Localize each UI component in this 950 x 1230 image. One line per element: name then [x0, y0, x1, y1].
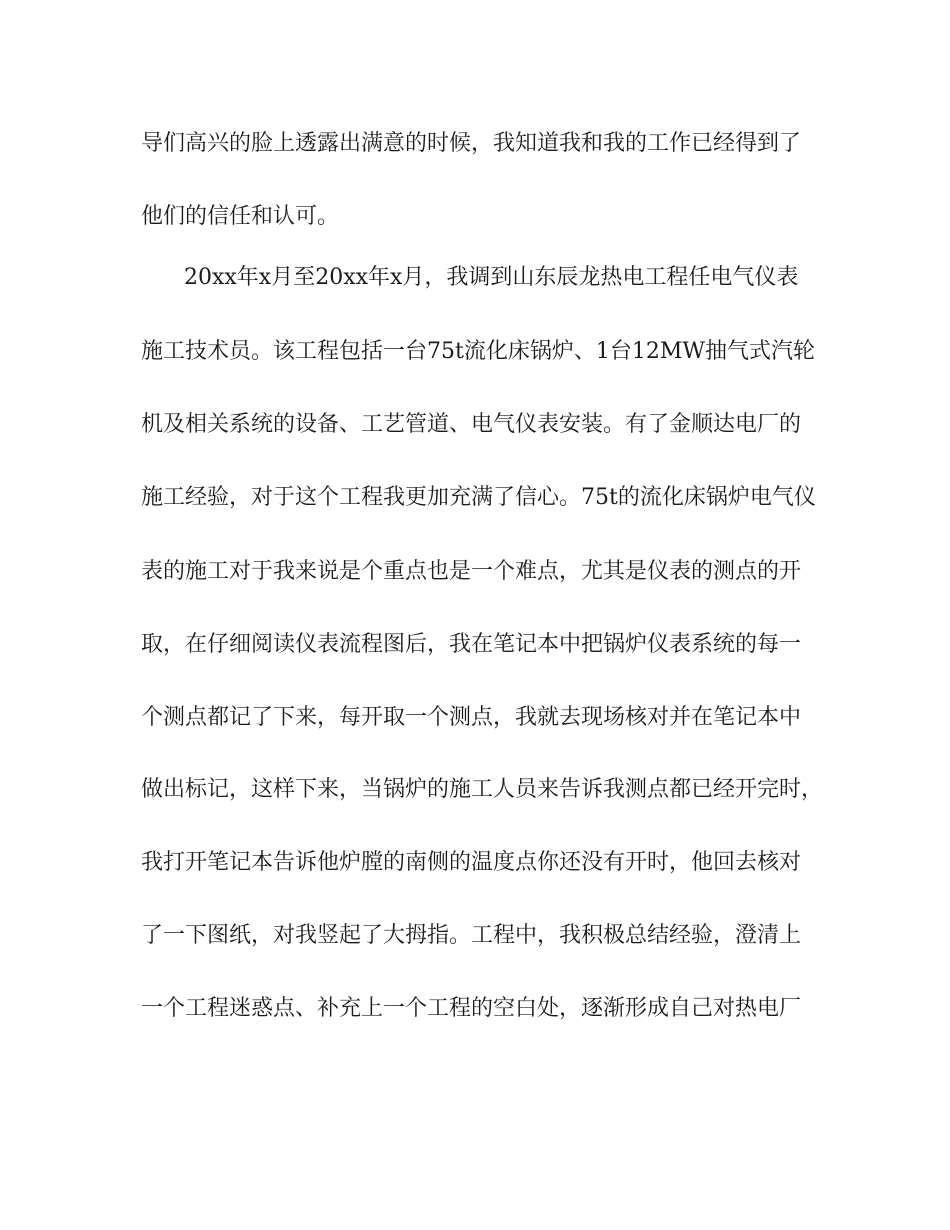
- text-line: 一个工程迷惑点、补充上一个工程的空白处，逐渐形成自己对热电厂: [141, 996, 802, 1021]
- text-line: 施工技术员。该工程包括一台75t流化床锅炉、1台12MW抽气式汽轮: [141, 339, 815, 364]
- text-line: 了一下图纸，对我竖起了大拇指。工程中，我积极总结经验，澄清上: [141, 923, 802, 948]
- text-line: 他们的信任和认可。: [141, 204, 340, 229]
- text-line: 机及相关系统的设备、工艺管道、电气仪表安装。有了金顺达电厂的: [141, 412, 802, 437]
- text-line: 导们高兴的脸上透露出满意的时候，我知道我和我的工作已经得到了: [141, 131, 802, 156]
- text-line: 个测点都记了下来，每开取一个测点，我就去现场核对并在笔记本中: [141, 705, 802, 730]
- text-line: 我打开笔记本告诉他炉膛的南侧的温度点你还没有开时，他回去核对: [141, 850, 802, 875]
- text-line: 取，在仔细阅读仪表流程图后，我在笔记本中把锅炉仪表系统的每一: [141, 632, 802, 657]
- text-line: 做出标记，这样下来，当锅炉的施工人员来告诉我测点都已经开完时，: [141, 777, 824, 802]
- text-line: 施工经验，对于这个工程我更加充满了信心。75t的流化床锅炉电气仪: [141, 485, 816, 510]
- paragraph-first-line: 20xx年x月至20xx年x月，我调到山东辰龙热电工程任电气仪表: [184, 265, 799, 290]
- text-line: 表的施工对于我来说是个重点也是一个难点，尤其是仪表的测点的开: [141, 559, 802, 584]
